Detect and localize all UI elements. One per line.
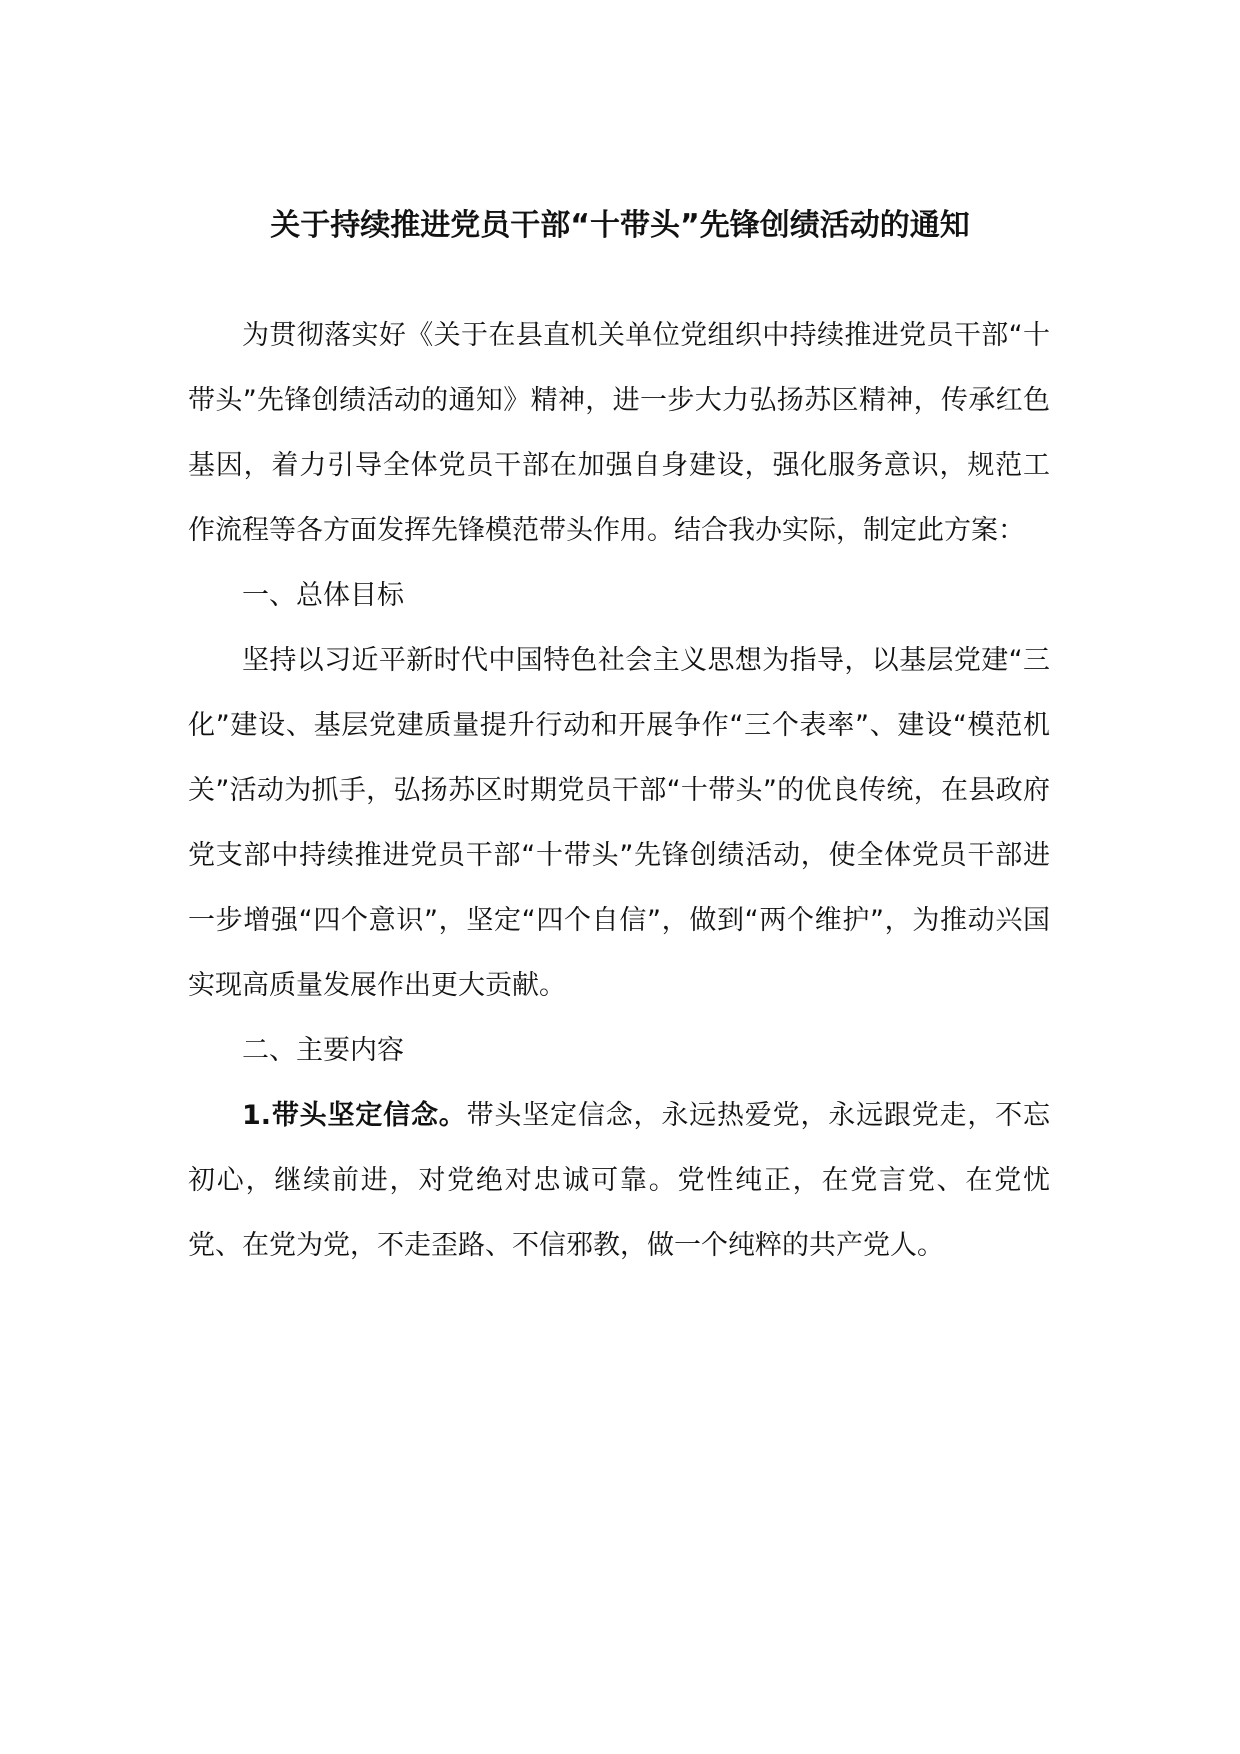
item-1-lead: 1.带头坚定信念。 (242, 1100, 467, 1131)
intro-paragraph: 为贯彻落实好《关于在县直机关单位党组织中持续推进党员干部“十带头”先锋创绩活动的通知》精神，进一步大力弘扬苏区精神，传承红色基因，着力引导全体党员干部在加强自身建设，强化服务意识，规范工作流程等各方面发挥先锋模范带头作用。结合我办实际，制定此方案： (188, 320, 1050, 546)
document-body (188, 303, 1050, 1278)
section-heading-overall-goal: 一、总体目标 (242, 580, 404, 611)
section-heading-main-content: 二、主要内容 (242, 1035, 404, 1066)
document-title: 关于持续推进党员干部“十带头”先锋创绩活动的通知 (270, 208, 970, 243)
item-1-text: 带头坚定信念，永远热爱党，永远跟党走，不忘初心，继续前进，对党绝对忠诚可靠。党性纯正，在党言党、在党忧党、在党为党，不走歪路、不信邪教，做一个纯粹的共产党人。 (188, 1100, 1051, 1261)
overall-goal-paragraph: 坚持以习近平新时代中国特色社会主义思想为指导，以基层党建“三化”建设、基层党建质量提升行动和开展争作“三个表率”、建设“模范机关”活动为抓手，弘扬苏区时期党员干部“十带头”的优良传统，在县政府党支部中持续推进党员干部“十带头”先锋创绩活动，使全体党员干部进一步增强“四个意识”，坚定“四个自信”，做到“两个维护”，为推动兴国实现高质量发展作出更大贡献。 (188, 645, 1050, 1001)
item-1-paragraph (188, 1083, 1050, 1278)
